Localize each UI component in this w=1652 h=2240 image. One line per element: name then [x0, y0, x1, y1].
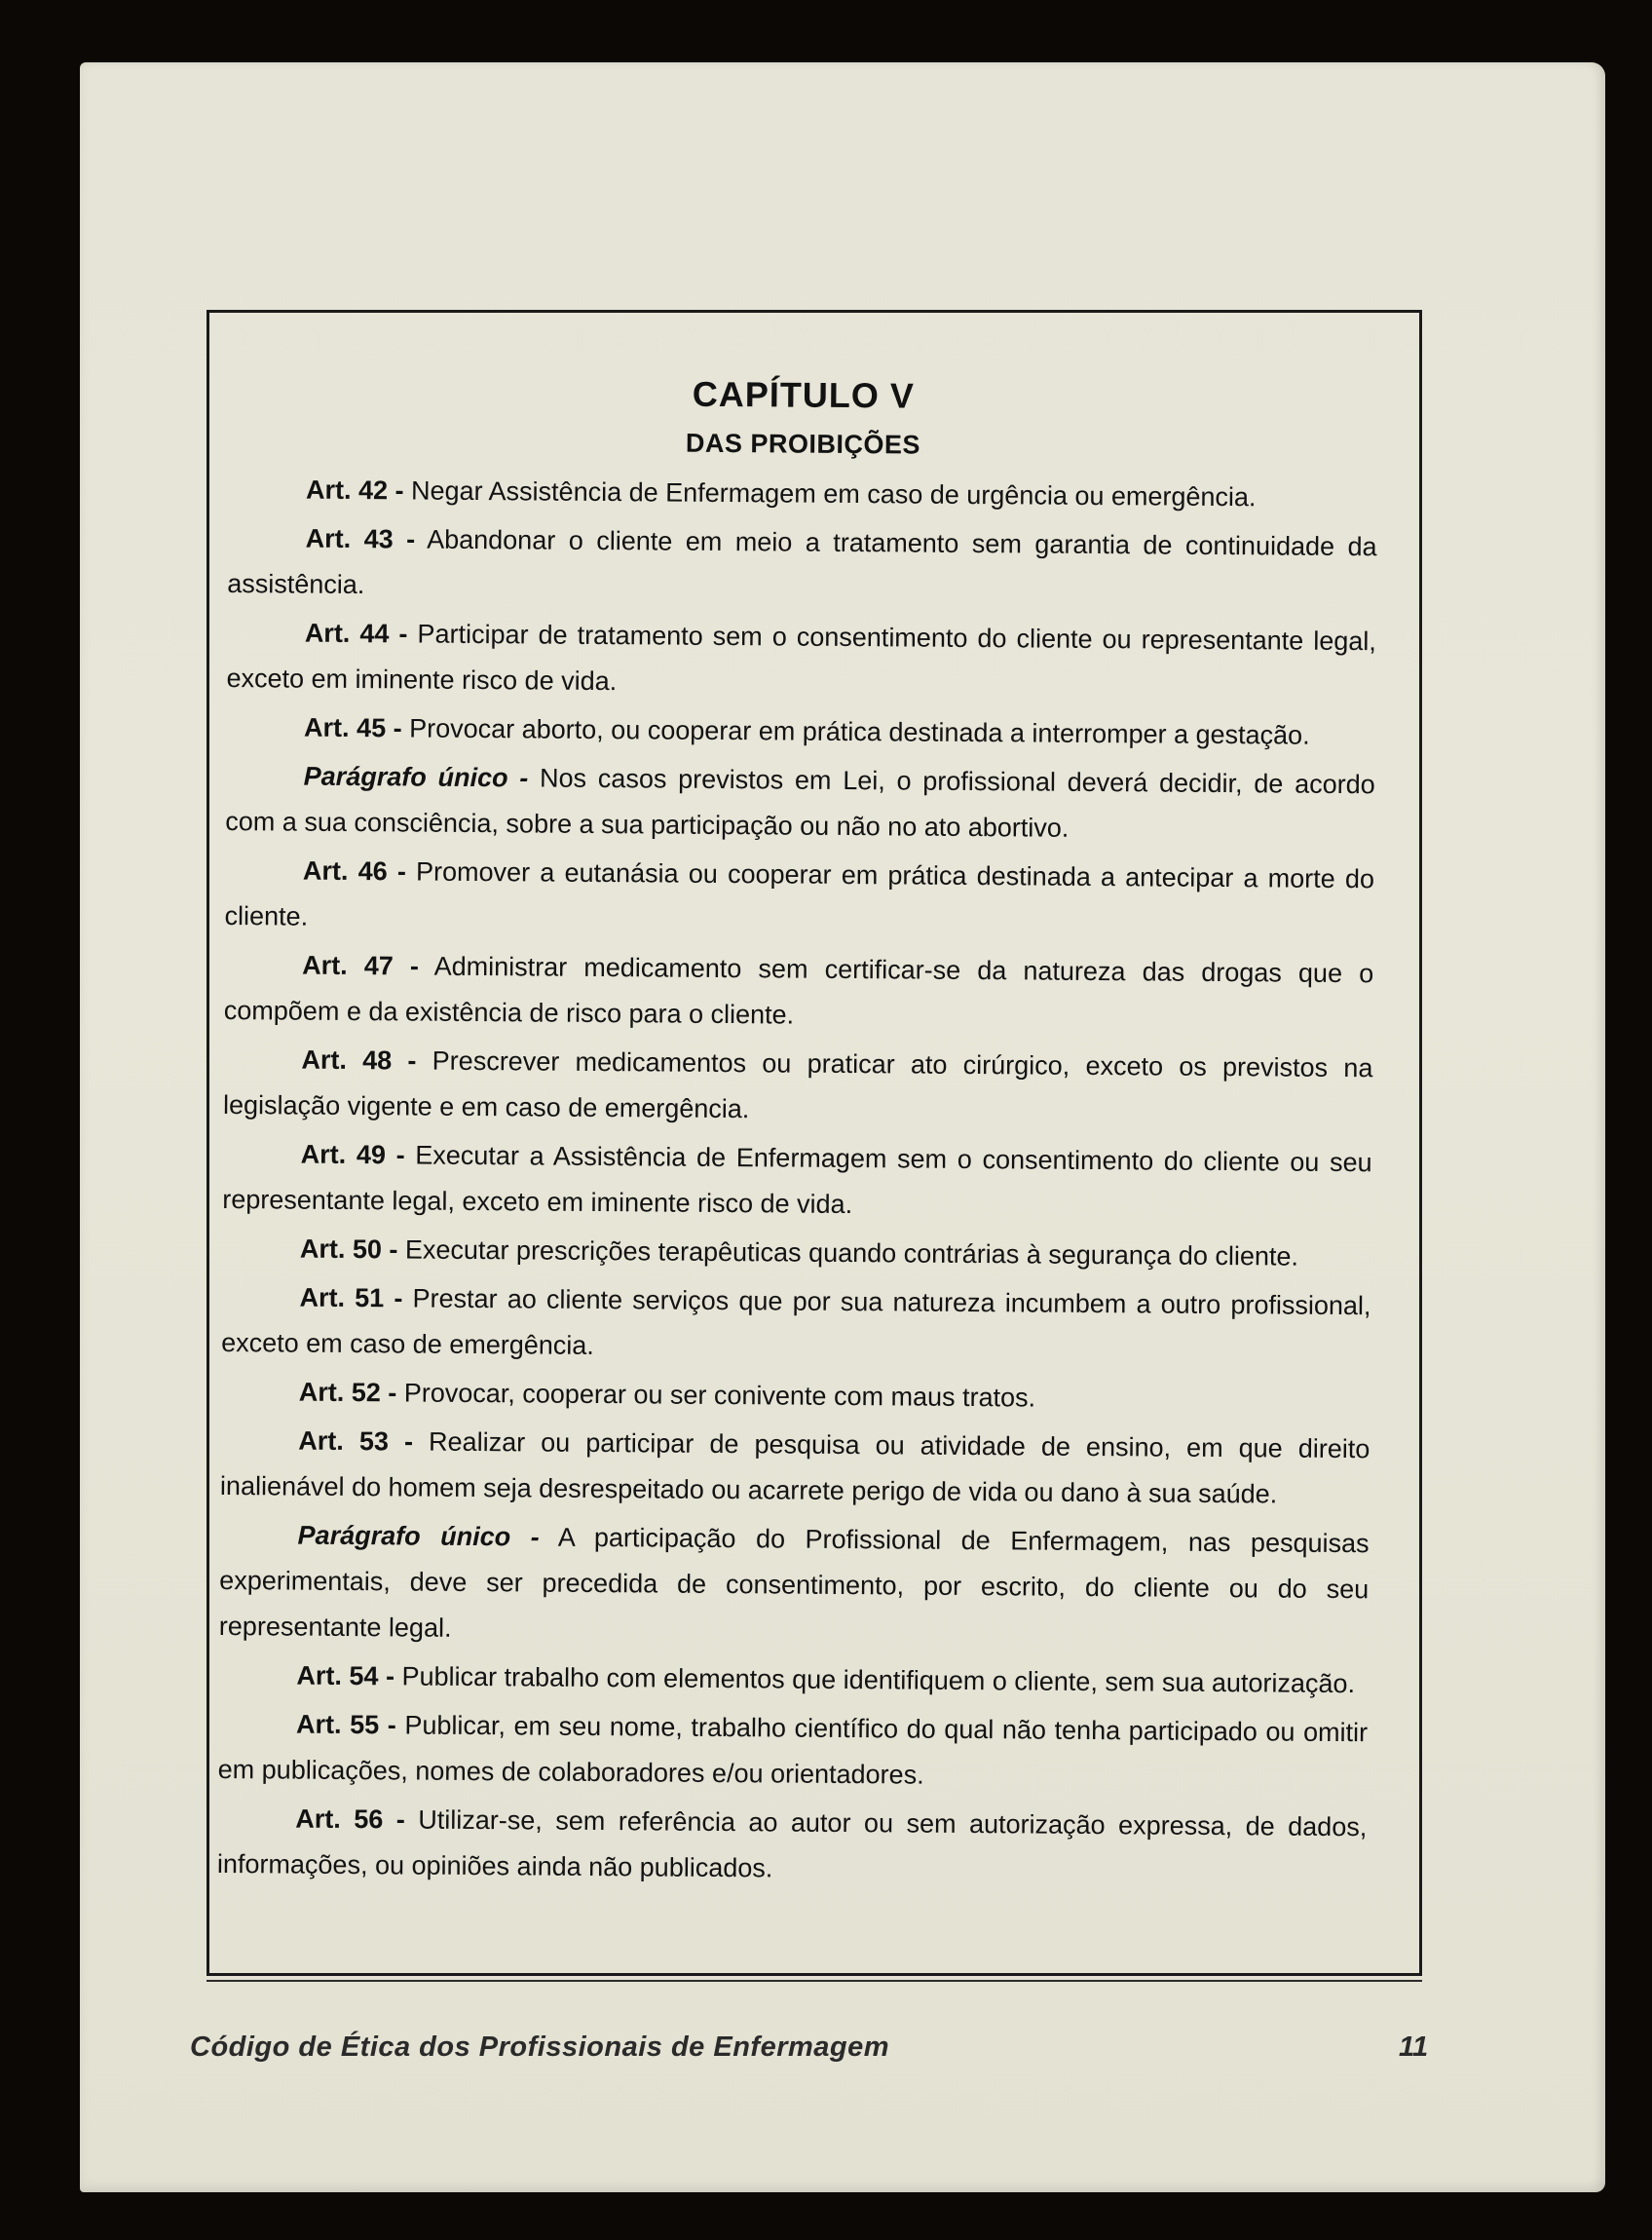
page-number: 11: [1399, 2031, 1429, 2063]
article-53-paragraph: [219, 1512, 1370, 1658]
frame-bottom-rule: [206, 1980, 1422, 1982]
article-45: [226, 704, 1375, 759]
article-47: [224, 942, 1374, 1043]
article-number: Art. 44 -: [304, 618, 408, 649]
article-54: [218, 1652, 1368, 1707]
article-55: [218, 1701, 1369, 1802]
article-42: [228, 467, 1377, 521]
article-number: Art. 42 -: [305, 475, 404, 506]
article-number: Art. 49 -: [300, 1139, 405, 1170]
chapter-title: CAPÍTULO V: [692, 373, 915, 416]
article-text: Publicar, em seu nome, trabalho científico do qual não tenha participado ou omitir em publicações, nomes de colaboradores e/ou orientadores.: [217, 1710, 1369, 1790]
article-text: Executar prescrições terapêuticas quando contrárias à segurança do cliente.: [397, 1234, 1299, 1272]
article-number: Art. 53 -: [298, 1425, 414, 1457]
article-number: Art. 50 -: [299, 1234, 398, 1265]
article-text: Participar de tratamento sem o consentimento do cliente ou representante legal, exceto em iminente risco de vida.: [226, 619, 1376, 697]
article-number: Art. 56 -: [295, 1803, 405, 1835]
article-51: [221, 1274, 1371, 1375]
chapter-subtitle: DAS PROIBIÇÕES: [685, 428, 921, 460]
article-number: Art. 46 -: [302, 855, 407, 887]
chapter-content: [217, 370, 1378, 1899]
article-50: [222, 1226, 1371, 1280]
article-text: Negar Assistência de Enfermagem em caso de urgência ou emergência.: [403, 475, 1257, 513]
article-number: Art. 48 -: [301, 1044, 417, 1076]
article-56: [217, 1796, 1368, 1896]
article-text: Prescrever medicamentos ou praticar ato cirúrgico, exceto os previstos na legislação vigente e em caso de emergência.: [222, 1045, 1373, 1124]
article-44: [226, 610, 1376, 710]
article-49: [222, 1131, 1372, 1232]
article-48: [223, 1037, 1373, 1137]
article-43: [227, 515, 1377, 616]
article-text: Prestar ao cliente serviços que por sua natureza incumbem a outro profissional, exceto em caso de emergência.: [221, 1283, 1371, 1360]
paragraph-label: Parágrafo único -: [297, 1520, 540, 1552]
article-number: Art. 52 -: [298, 1377, 397, 1408]
article-text: Nos casos previstos em Lei, o profissional deverá decidir, de acordo com a sua consciência, sobre a sua participação ou não no ato abortivo.: [225, 763, 1375, 843]
article-number: Art. 54 -: [296, 1660, 395, 1691]
article-text: Realizar ou participar de pesquisa ou atividade de ensino, em que direito inalienável do homem seja desrespeitado ou acarrete perigo de vida ou dano à sua saúde.: [219, 1426, 1370, 1509]
article-number: Art. 47 -: [302, 950, 420, 981]
article-number: Art. 43 -: [305, 523, 416, 554]
article-text: Executar a Assistência de Enfermagem sem o consentimento do cliente ou seu representante legal, exceto em iminente risco de vida.: [222, 1140, 1372, 1220]
paragraph-label: Parágrafo único -: [303, 761, 529, 793]
article-number: Art. 45 -: [304, 712, 402, 743]
article-text: Administrar medicamento sem certificar-se da natureza das drogas que o compõem e da existência de risco para o cliente.: [223, 951, 1374, 1030]
article-53: [220, 1418, 1370, 1518]
article-number: Art. 55 -: [295, 1709, 396, 1740]
article-text: Provocar aborto, ou cooperar em prática destinada a interromper a gestação.: [401, 713, 1310, 750]
article-46: [224, 848, 1374, 948]
article-52: [221, 1369, 1370, 1424]
article-text: Promover a eutanásia ou cooperar em prática destinada a antecipar a morte do cliente.: [224, 856, 1375, 931]
article-text: Provocar, cooperar ou ser conivente com maus tratos.: [396, 1378, 1036, 1413]
article-number: Art. 51 -: [299, 1282, 403, 1313]
footer-title: Código de Ética dos Profissionais de Enfermagem: [190, 2031, 890, 2063]
article-text: Utilizar-se, sem referência ao autor ou sem autorização expressa, de dados, informações, ou opiniões ainda não publicados.: [216, 1804, 1368, 1883]
article-text: A participação do Profissional de Enfermagem, nas pesquisas experimentais, deve ser precedida de consentimento, por escrito, do cliente ou do seu representante legal.: [218, 1522, 1370, 1643]
article-45-paragraph: [225, 753, 1375, 854]
article-text: Abandonar o cliente em meio a tratamento sem garantia de continuidade da assistência.: [227, 524, 1377, 600]
article-text: Publicar trabalho com elementos que identifiquem o cliente, sem sua autorização.: [394, 1661, 1356, 1699]
